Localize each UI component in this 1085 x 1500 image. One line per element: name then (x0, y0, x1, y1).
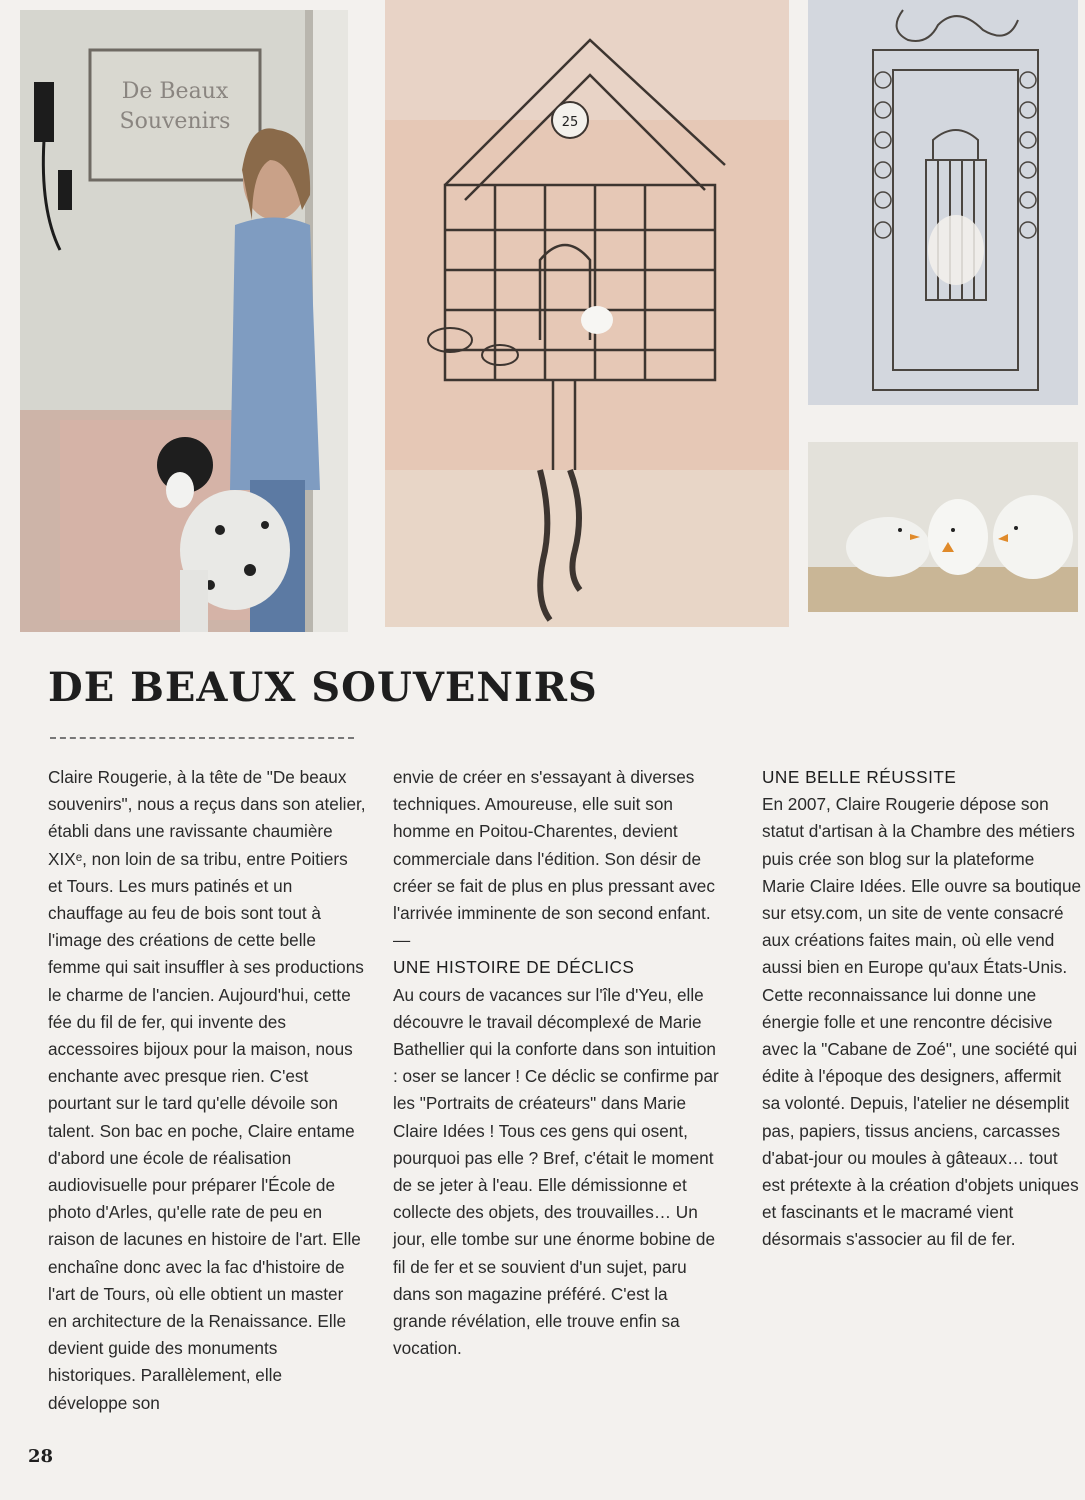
wire-frame-illustration (808, 0, 1078, 405)
col3-paragraph: En 2007, Claire Rougerie dépose son statut d'artisan à la Chambre des métiers puis crée son blog sur la plateforme Marie Claire Idées. Elle ouvre sa boutique sur etsy.com, un site de vente consacré aux créations faites main, où elle vend aussi bien en Europe qu'aux États-Unis. Cette reconnaissance lui donne une énergie folle et une rencontre décisive avec la "Cabane de Zoé", une société qui édite à l'époque des designers, affermit sa volonté. Depuis, l'atelier ne désemplit pas, papiers, tissus anciens, carcasses d'abat-jour ou moules à gâteaux… tout est prétexte à la création d'objets uniques et fascinants et le macramé vient désormais s'associer au fil de fer. (762, 794, 1082, 1250)
wire-clock-illustration (385, 0, 789, 627)
text-column-1 (48, 764, 366, 1417)
col1-paragraph: Claire Rougerie, à la tête de "De beaux souvenirs", nous a reçus dans son atelier, établi dans une ravissante chaumière XIXᵉ, non loin de sa tribu, entre Poitiers et Tours. Les murs patinés et un chauffage au feu de bois sont tout à l'image des créations de cette belle femme qui sait insuffler à ses productions le charme de l'ancien. Aujourd'hui, cette fée du fil de fer, qui invente des accessoires bijoux pour la maison, nous enchante avec presque rien. C'est pourtant sur le tard qu'elle dévoile son talent. Son bac en poche, Claire entame d'abord une école de réalisation audiovisuelle pour préparer l'École de photo d'Arles, qu'elle rate de peu en raison de lacunes en histoire de l'art. Elle enchaîne donc avec la fac d'histoire de l'art de Tours, où elle obtient un master en architecture de la Renaissance. Elle devient guide des monuments historiques. Parallèlement, elle développe son (48, 767, 366, 1413)
col3-subhead: UNE BELLE RÉUSSITE (762, 767, 957, 787)
col2-paragraph-1: envie de créer en s'essayant à diverses techniques. Amoureuse, elle suit son homme en Poitou-Charentes, devient commerciale dans l'édition. Son désir de créer se fait de plus en plus pressant avec l'arrivée imminente de son second enfant. (393, 767, 715, 924)
text-column-3 (762, 764, 1082, 1254)
col2-paragraph-2: Au cours de vacances sur l'île d'Yeu, elle découvre le travail décomplexé de Marie Bathellier qui la conforte dans son intuition : oser se lancer ! Ce déclic se confirme par les "Portraits de créateurs" dans Marie Claire Idées ! Tous ces gens qui osent, pourquoi pas elle ? Bref, c'était le moment de se jeter à l'eau. Elle démissionne et collecte des objets, des trouvailles… Un jour, elle tombe sur une énorme bobine de fil de fer et se souvient d'un sujet, paru dans son magazine préféré. C'est la grande révélation, elle trouve enfin sa vocation. (393, 984, 719, 1359)
page-number: 28 (28, 1446, 54, 1467)
paper-birds-illustration (808, 442, 1078, 612)
photo-atelier-doorway (20, 10, 348, 632)
sign-text-line1: De Beaux (121, 79, 229, 104)
sign-text-line2: Souvenirs (119, 109, 231, 134)
photo-wire-frame-cage (808, 0, 1078, 405)
col2-dash-separator: — (393, 930, 411, 951)
title-dashed-rule (50, 737, 354, 739)
atelier-doorway-illustration (20, 10, 348, 632)
photo-wire-cuckoo-clock (385, 0, 789, 627)
photo-paper-birds (808, 442, 1078, 612)
article-title: DE BEAUX SOUVENIRS (48, 664, 598, 711)
text-column-2 (393, 764, 723, 1362)
col2-subhead: UNE HISTOIRE DE DÉCLICS (393, 957, 635, 978)
clock-number: 25 (561, 115, 579, 130)
